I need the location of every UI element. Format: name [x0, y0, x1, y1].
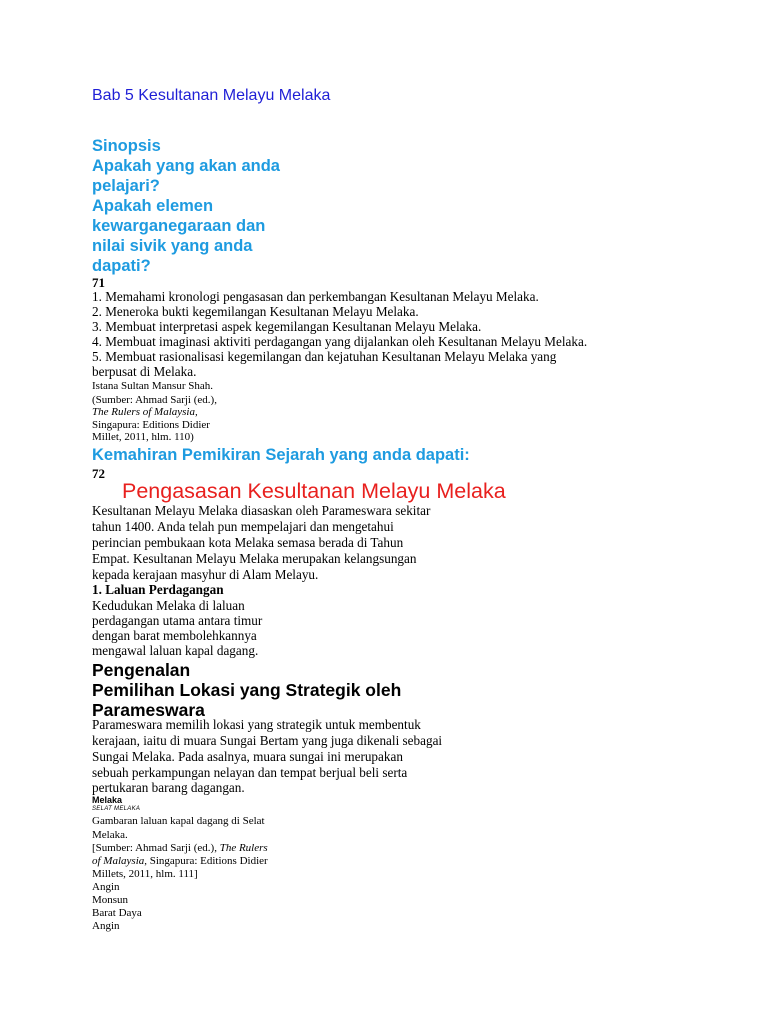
trade-route-line: Kedudukan Melaka di laluan: [92, 598, 245, 613]
objective-item-continuation: berpusat di Melaka.: [92, 364, 197, 379]
intro-paragraph-line: perincian pembukaan kota Melaka semasa berada di Tahun: [92, 535, 404, 550]
caption-source: (Sumber: Ahmad Sarji (ed.),: [92, 394, 217, 406]
map-word: Barat Daya: [92, 907, 142, 919]
intro-paragraph-line: Kesultanan Melayu Melaka diasaskan oleh Parameswara sekitar: [92, 503, 431, 518]
synopsis-question-line: Apakah elemen: [92, 197, 214, 215]
location-heading: Pemilihan Lokasi yang Strategik oleh: [92, 680, 402, 700]
map-label-melaka: Melaka: [92, 795, 123, 805]
intro-paragraph-line: tahun 1400. Anda telah pun mempelajari dan mengetahui: [92, 519, 394, 534]
map-label-strait: SELAT MELAKA: [92, 806, 141, 812]
location-paragraph-line: Parameswara memilih lokasi yang strategik untuk membentuk: [92, 717, 421, 732]
synopsis-question-line: nilai sivik yang anda: [92, 237, 253, 255]
chapter-title: Bab 5 Kesultanan Melayu Melaka: [92, 87, 331, 104]
caption-book-publisher: of Malaysia, Singapura: Editions Didier: [92, 855, 268, 867]
trade-route-heading: 1. Laluan Perdagangan: [92, 582, 224, 597]
intro-heading: Pengenalan: [92, 660, 191, 680]
objective-item: 1. Memahami kronologi pengasasan dan perkembangan Kesultanan Melayu Melaka.: [92, 289, 539, 304]
trade-route-line: mengawal laluan kapal dagang.: [92, 643, 259, 658]
location-paragraph-line: sebuah perkampungan nelayan dan tempat berjual beli serta: [92, 765, 408, 780]
page-number: 72: [92, 466, 105, 481]
caption-source: [Sumber: Ahmad Sarji (ed.), The Rulers: [92, 842, 268, 854]
caption-book-title: The Rulers of Malaysia,: [92, 406, 198, 418]
caption-title: Istana Sultan Mansur Shah.: [92, 380, 213, 392]
location-paragraph-line: pertukaran barang dagangan.: [92, 780, 245, 795]
trade-route-line: dengan barat membolehkannya: [92, 628, 257, 643]
location-paragraph-line: kerajaan, iaitu di muara Sungai Bertam yang juga dikenali sebagai: [92, 733, 443, 748]
intro-paragraph-line: Empat. Kesultanan Melayu Melaka merupakan kelangsungan: [92, 551, 417, 566]
objective-item: 3. Membuat interpretasi aspek kegemilangan Kesultanan Melayu Melaka.: [92, 319, 482, 334]
section-title: Pengasasan Kesultanan Melayu Melaka: [122, 479, 506, 503]
map-word: Monsun: [92, 894, 129, 906]
location-paragraph-line: Sungai Melaka. Pada asalnya, muara sungai ini merupakan: [92, 749, 403, 764]
caption-details: Millets, 2011, hlm. 111]: [92, 868, 198, 880]
map-word: Angin: [92, 881, 120, 893]
location-heading: Parameswara: [92, 700, 205, 720]
objective-item: 5. Membuat rasionalisasi kegemilangan dan kejatuhan Kesultanan Melayu Melaka yang: [92, 349, 557, 364]
skills-heading: Kemahiran Pemikiran Sejarah yang anda dapati:: [92, 446, 470, 464]
map-word: Angin: [92, 920, 120, 932]
synopsis-question-line: dapati?: [92, 257, 151, 275]
synopsis-question-line: pelajari?: [92, 177, 160, 195]
synopsis-question-line: kewarganegaraan dan: [92, 217, 266, 235]
intro-paragraph-line: kepada kerajaan masyhur di Alam Melayu.: [92, 567, 319, 582]
synopsis-question-line: Apakah yang akan anda: [92, 157, 280, 175]
objective-item: 2. Meneroka bukti kegemilangan Kesultanan Melayu Melaka.: [92, 304, 419, 319]
caption-line: Gambaran laluan kapal dagang di Selat: [92, 815, 265, 827]
caption-line: Melaka.: [92, 829, 128, 841]
page-number: 71: [92, 275, 105, 290]
caption-publisher: Singapura: Editions Didier: [92, 419, 210, 431]
synopsis-heading: Sinopsis: [92, 137, 161, 155]
trade-route-line: perdagangan utama antara timur: [92, 613, 263, 628]
caption-details: Millet, 2011, hlm. 110): [92, 431, 194, 443]
objective-item: 4. Membuat imaginasi aktiviti perdagangan yang dijalankan oleh Kesultanan Melayu Melaka.: [92, 334, 588, 349]
